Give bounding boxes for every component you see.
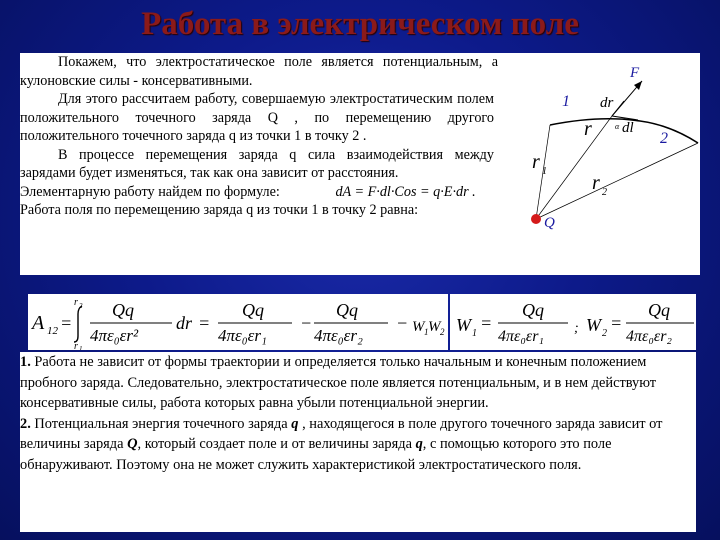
f-num-2: Qq <box>242 300 264 320</box>
radius-r-line <box>536 116 612 219</box>
f-w2-sub: 2 <box>440 327 445 337</box>
intro-p5: Работа поля по перемещению заряда q из точки 1 в точку 2 равна: <box>20 202 419 218</box>
conclusion-1 <box>20 352 696 414</box>
conclusion-2-text-a: Потенциальная энергия точечного заряда <box>30 415 292 432</box>
e-den-1: 4πε₀εr₁ <box>498 328 544 345</box>
f-den-1: 4πε₀εr² <box>90 326 139 345</box>
svg-text:−: − <box>396 313 409 333</box>
label-r1-sub: 1 <box>542 166 547 177</box>
e-w1-sub: 1 <box>472 328 477 339</box>
f-w2: W <box>428 319 441 335</box>
conclusion-2-big-q: Q <box>127 436 138 452</box>
integral-sign <box>74 306 82 342</box>
energy-formula <box>450 294 696 350</box>
conclusion-2-q2: q <box>415 436 423 452</box>
e-w2-sub: 2 <box>602 328 607 339</box>
conclusion-2-number: 2. <box>20 415 31 432</box>
f-a12-sub: 12 <box>47 325 58 337</box>
conclusion-2-q: q <box>291 415 299 432</box>
label-r: r <box>584 118 592 140</box>
label-f: F <box>630 65 640 81</box>
f-int-top-sub: 2 <box>79 302 83 310</box>
intro-p3: В процессе перемещения заряда q сила взаимодействия между зарядами будет изменяться, так как она зависит от расстояния. <box>20 146 494 181</box>
f-num-1: Qq <box>112 300 134 320</box>
label-point-2: 2 <box>660 130 668 147</box>
conclusion-1-number: 1. <box>20 354 31 370</box>
svg-text:;: ; <box>574 321 579 336</box>
intro-p4 <box>20 183 588 202</box>
svg-text:=: = <box>610 313 623 333</box>
label-r2-sub: 2 <box>602 187 607 198</box>
label-point-1: 1 <box>562 93 570 110</box>
conclusion-2-text-b: , находящегося в поле другого точечного заряда зависит от величины заряда <box>20 415 663 452</box>
f-w1: W <box>412 319 425 335</box>
work-formula <box>28 294 448 350</box>
e-num-1: Qq <box>522 300 544 320</box>
e-w1: W <box>456 315 471 335</box>
charge-q-dot <box>531 214 541 224</box>
label-q: Q <box>544 215 555 231</box>
f-int-bot: r <box>74 341 78 350</box>
e-w2: W <box>586 315 601 335</box>
page-title: Работа в электрическом поле <box>141 6 579 42</box>
conclusion-2 <box>20 414 696 476</box>
label-dr: dr <box>600 95 614 111</box>
label-r1: r <box>532 151 540 173</box>
svg-text:=: = <box>480 313 493 333</box>
label-alpha: α <box>615 122 620 131</box>
f-w1-sub: 1 <box>424 327 429 337</box>
label-r2: r <box>592 172 600 194</box>
intro-p4-formula: dA = F·dl·Cos = q·E·dr . <box>335 183 476 200</box>
conclusion-1-text: Работа не зависит от формы траектории и определяется только начальным и конечным положением пробного заряда. Следовательно, электростатическое поле является потенциальным, и в нем действуют консервативные силы, работа которых равна убыли потенциальной энергии. <box>20 354 657 411</box>
f-int-bot-sub: 1 <box>79 345 83 350</box>
svg-text:=: = <box>60 313 73 333</box>
e-den-2: 4πε₀εr₂ <box>626 328 672 345</box>
intro-p2: Для этого рассчитаем работу, совершаемую электростатическим полем положительного точечного заряда Q , по перемещению другого положительного точечного заряда q из точки 1 в точку 2 . <box>20 91 494 144</box>
radius-r2-line <box>536 143 698 219</box>
dr-vector <box>612 101 624 116</box>
f-den-3: 4πε₀εr₂ <box>314 326 363 345</box>
f-dr: dr <box>176 313 193 333</box>
intro-text <box>20 53 588 220</box>
intro-p1: Покажем, что электростатическое поле является потенциальным, а кулоновские силы - консервативными. <box>20 54 498 89</box>
f-den-2: 4πε₀εr₁ <box>218 326 267 345</box>
svg-text:−: − <box>300 313 313 333</box>
label-dl: dl <box>622 120 634 136</box>
charge-diagram <box>520 53 700 275</box>
f-a12: A <box>32 312 45 334</box>
e-num-2: Qq <box>648 300 670 320</box>
conclusion-2-text-d: , с помощью которого это поле обнаруживают. Поэтому она не может служить характеристикой электростатического поля. <box>20 436 612 473</box>
conclusion-2-text-c: , который создает поле и от величины заряда <box>137 436 416 452</box>
f-num-3: Qq <box>336 300 358 320</box>
conclusions-panel <box>20 352 696 532</box>
svg-text:=: = <box>198 313 211 333</box>
intro-p4-label: Элементарную работу найдем по формуле: <box>20 183 280 200</box>
f-int-top: r <box>74 297 78 308</box>
